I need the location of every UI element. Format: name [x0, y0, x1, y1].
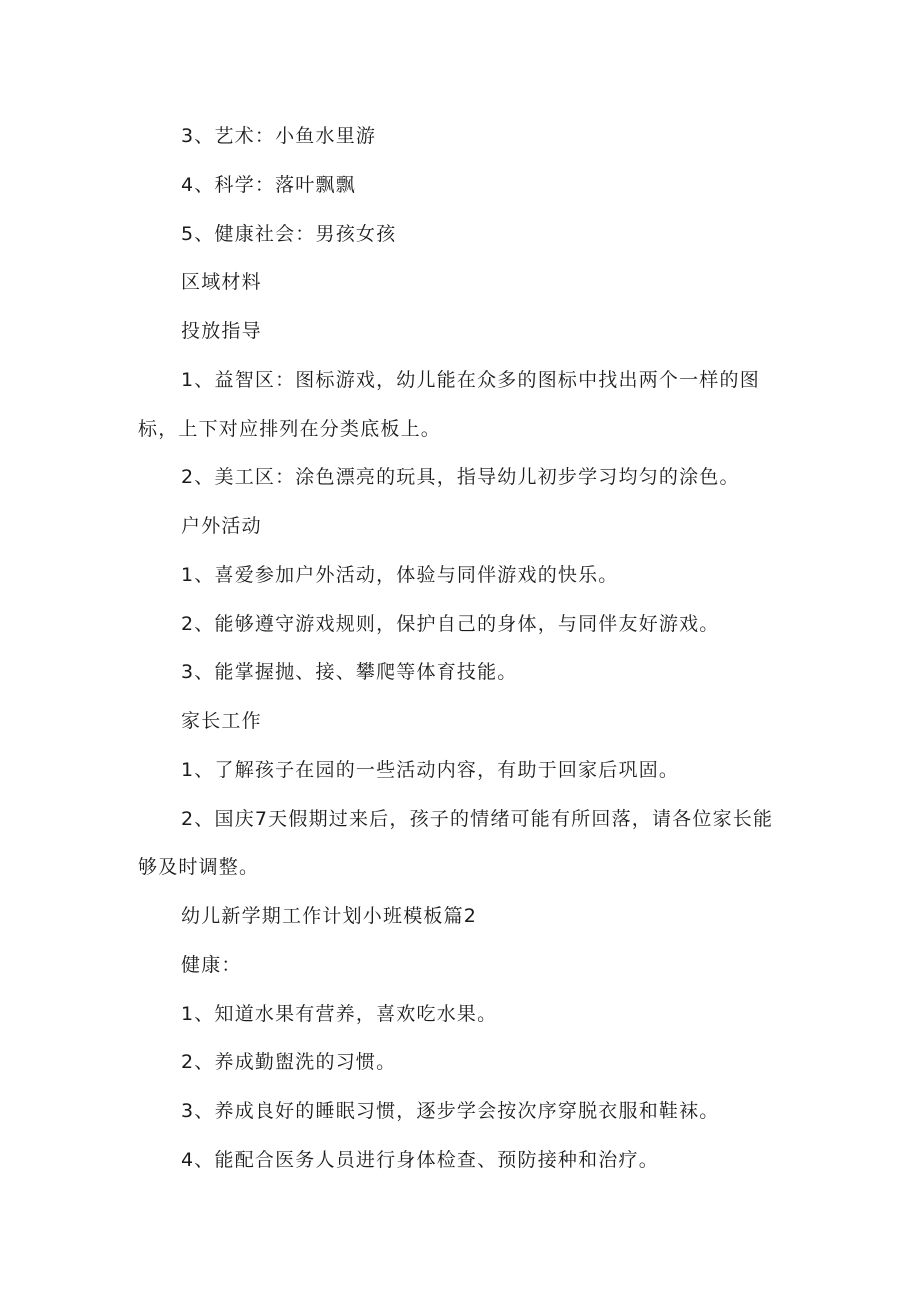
list-item-art-area: 2、美工区：涂色漂亮的玩具，指导幼儿初步学习均匀的涂色。: [181, 466, 740, 488]
list-item-parent-2: 2、国庆7天假期过来后，孩子的情绪可能有所回落，请各位家长能: [181, 808, 774, 830]
section-heading-area-materials: 区域材料: [181, 271, 262, 293]
list-item-art: 3、艺术：小鱼水里游: [181, 125, 377, 147]
list-item-science: 4、科学：落叶飘飘: [181, 174, 356, 196]
list-item-health-2: 2、养成勤盥洗的习惯。: [181, 1051, 397, 1073]
section-heading-parent-work: 家长工作: [181, 710, 262, 732]
section-heading-outdoor-activities: 户外活动: [181, 515, 262, 537]
section-heading-health: 健康：: [181, 954, 242, 976]
list-item-parent-1: 1、了解孩子在园的一些活动内容，有助于回家后巩固。: [181, 759, 680, 781]
list-item-outdoor-3: 3、能掌握抛、接、攀爬等体育技能。: [181, 661, 518, 683]
list-item-puzzle-area-continued: 标，上下对应排列在分类底板上。: [138, 418, 442, 440]
section-title-plan-part-2: 幼儿新学期工作计划小班模板篇2: [181, 905, 478, 927]
section-heading-placement-guide: 投放指导: [181, 320, 262, 342]
list-item-puzzle-area: 1、益智区：图标游戏，幼儿能在众多的图标中找出两个一样的图: [181, 369, 760, 391]
list-item-health-4: 4、能配合医务人员进行身体检查、预防接种和治疗。: [181, 1149, 659, 1171]
list-item-outdoor-1: 1、喜爱参加户外活动，体验与同伴游戏的快乐。: [181, 564, 619, 586]
list-item-outdoor-2: 2、能够遵守游戏规则，保护自己的身体，与同伴友好游戏。: [181, 613, 720, 635]
list-item-health-3: 3、养成良好的睡眠习惯，逐步学会按次序穿脱衣服和鞋袜。: [181, 1100, 720, 1122]
list-item-parent-2-continued: 够及时调整。: [138, 856, 260, 878]
list-item-health-1: 1、知道水果有营养，喜欢吃水果。: [181, 1003, 498, 1025]
list-item-health-social: 5、健康社会：男孩女孩: [181, 223, 397, 245]
